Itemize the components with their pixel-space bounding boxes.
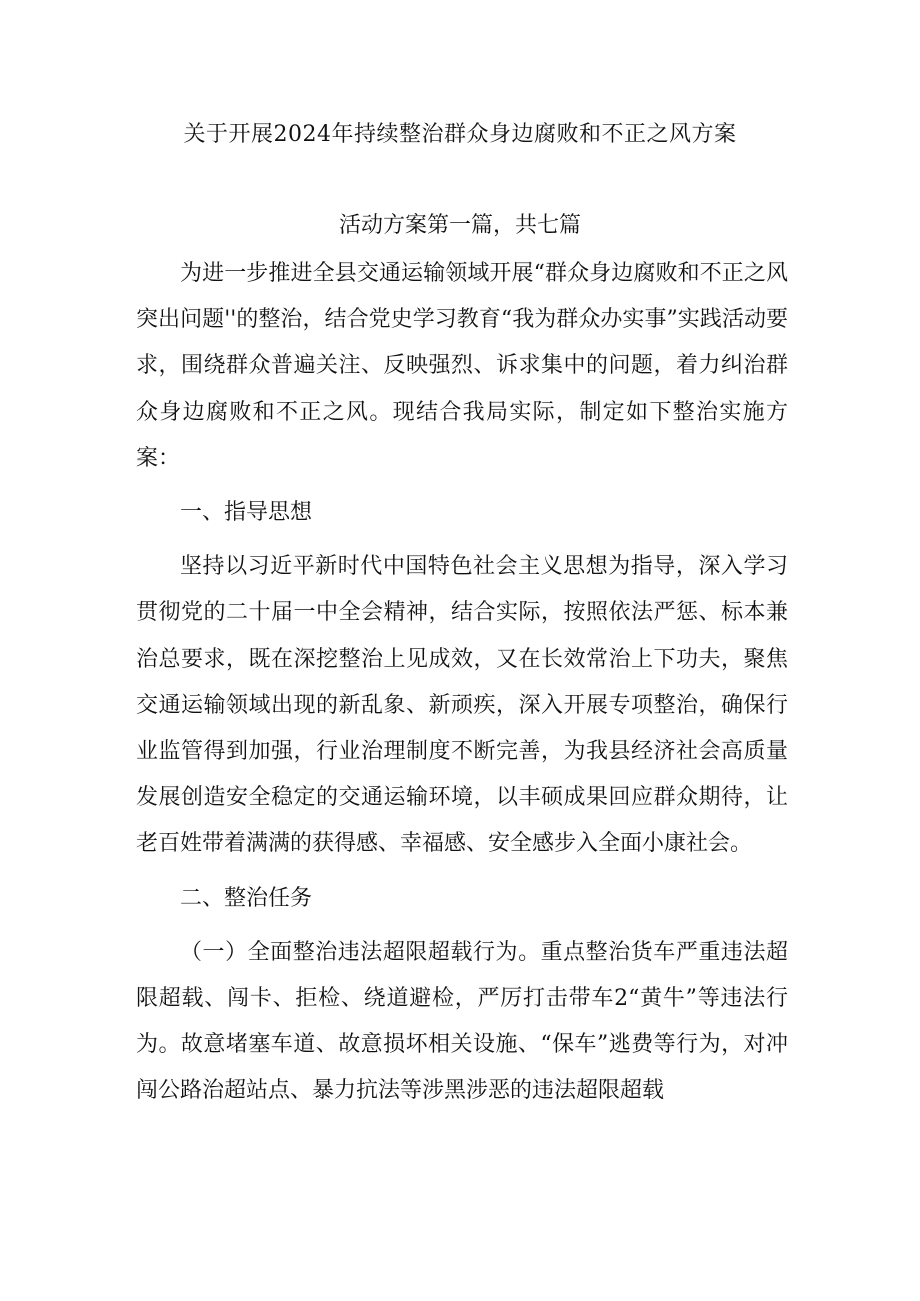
section-heading-rectification-tasks: 二、整治任务 <box>180 885 313 911</box>
document-body <box>136 251 788 1115</box>
document-title: 关于开展2024年持续整治群众身边腐败和不正之风方案 <box>183 122 737 147</box>
document-subtitle: 活动方案第一篇，共七篇 <box>338 213 581 238</box>
task-one-paragraph: （一）全面整治违法超限超载行为。重点整治货车严重违法超限超载、闯卡、拒检、绕道避检，严厉打击带车2“黄牛”等违法行为。故意堵塞车道、故意损坏相关设施、“保车”逃费等行为，对冲闯公路治超站点、暴力抗法等涉黑涉恶的违法超限超载 <box>136 939 788 1104</box>
intro-paragraph: 为进一步推进全县交通运输领域开展“群众身边腐败和不正之风突出问题''的整治，结合党史学习教育“我为群众办实事”实践活动要求，围绕群众普遍关注、反映强烈、诉求集中的问题，着力纠治群众身边腐败和不正之风。现结合我局实际，制定如下整治实施方案： <box>136 261 788 471</box>
section-heading-guiding-ideology: 一、指导思想 <box>180 500 313 526</box>
guiding-ideology-paragraph: 坚持以习近平新时代中国特色社会主义思想为指导，深入学习贯彻党的二十届一中全会精神，结合实际，按照依法严惩、标本兼治总要求，既在深挖整治上见成效，又在长效常治上下功夫，聚焦交通运输领域出现的新乱象、新顽疾，深入开展专项整治，确保行业监管得到加强，行业治理制度不断完善，为我县经济社会高质量发展创造安全稳定的交通运输环境，以丰硕成果回应群众期待，让老百姓带着满满的获得感、幸福感、安全感步入全面小康社会。 <box>136 554 788 857</box>
